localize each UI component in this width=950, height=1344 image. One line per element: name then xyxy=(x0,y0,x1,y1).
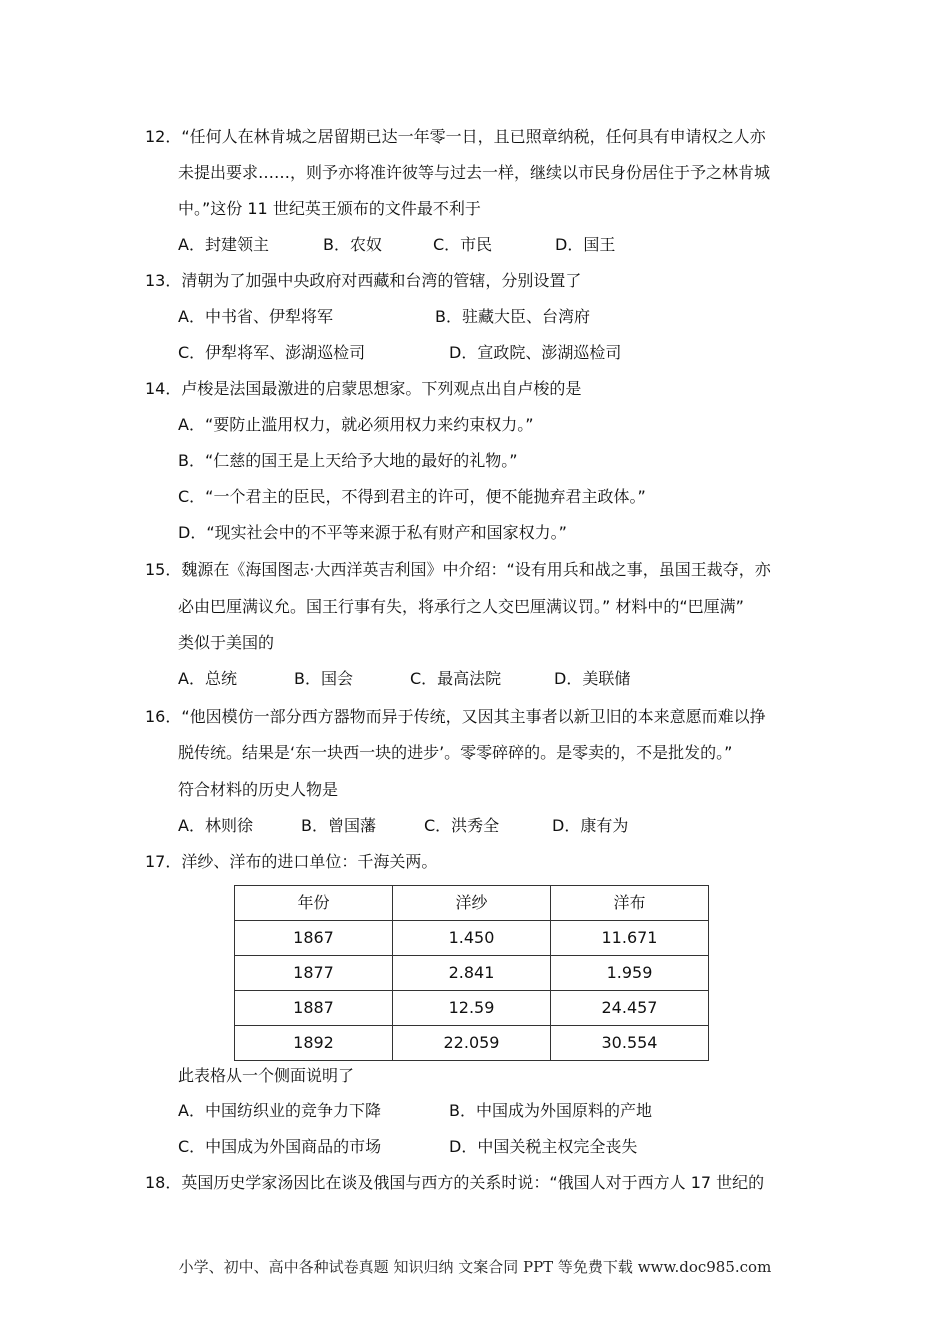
page-footer: 小学、初中、高中各种试卷真题 知识归纳 文案合同 PPT 等免费下载 www.doc985.com xyxy=(178,1258,772,1276)
q14-option-b: B．“仁慈的国王是上天给予大地的最好的礼物。” xyxy=(178,451,518,470)
table-cell: 11.671 xyxy=(551,921,709,956)
table-row xyxy=(235,1026,709,1061)
q18-line1: 18．英国历史学家汤因比在谈及俄国与西方的关系时说：“俄国人对于西方人 17 世纪的 xyxy=(145,1173,765,1192)
q13-line1: 13．清朝为了加强中央政府对西藏和台湾的管辖，分别设置了 xyxy=(145,271,582,290)
q17-option-b: B．中国成为外国原料的产地 xyxy=(449,1101,652,1120)
q12-option-c: C．市民 xyxy=(433,235,493,254)
table-cell: 22.059 xyxy=(393,1026,551,1061)
q14-option-a: A．“要防止滥用权力，就必须用权力来约束权力。” xyxy=(178,415,534,434)
q12-option-d: D．国王 xyxy=(555,235,616,254)
table-cell: 12.59 xyxy=(393,991,551,1026)
table-cell: 1877 xyxy=(235,956,393,991)
q12-option-b: B．农奴 xyxy=(323,235,382,254)
q15-line3: 类似于美国的 xyxy=(178,633,275,652)
table-cell: 24.457 xyxy=(551,991,709,1026)
q16-option-b: B．曾国藩 xyxy=(301,816,376,835)
q17-option-a: A．中国纺织业的竞争力下降 xyxy=(178,1101,381,1120)
q15-line1: 15．魏源在《海国图志·大西洋英吉利国》中介绍：“设有用兵和战之事，虽国王裁夺，亦 xyxy=(145,560,771,579)
import-table xyxy=(234,885,709,1061)
q15-option-a: A．总统 xyxy=(178,669,237,688)
table-header-cell: 年份 xyxy=(235,886,393,921)
table-row xyxy=(235,991,709,1026)
q16-line1: 16．“他因模仿一部分西方器物而异于传统，又因其主事者以新卫旧的本来意愿而难以挣 xyxy=(145,707,766,726)
table-cell: 2.841 xyxy=(393,956,551,991)
table-header-row xyxy=(235,886,709,921)
q15-option-b: B．国会 xyxy=(294,669,353,688)
q17-option-c: C．中国成为外国商品的市场 xyxy=(178,1137,382,1156)
q13-option-c: C．伊犁将军、澎湖巡检司 xyxy=(178,343,366,362)
q13-option-a: A．中书省、伊犁将军 xyxy=(178,307,333,326)
q12-line2: 未提出要求……，则予亦将准许彼等与过去一样，继续以市民身份居住于予之林肯城 xyxy=(178,163,771,182)
q17-option-d: D．中国关税主权完全丧失 xyxy=(449,1137,638,1156)
q17-after-text: 此表格从一个侧面说明了 xyxy=(178,1066,355,1085)
q13-option-d: D．宣政院、澎湖巡检司 xyxy=(449,343,622,362)
q14-option-c: C．“一个君主的臣民，不得到君主的许可，便不能抛弃君主政体。” xyxy=(178,487,646,506)
table-cell: 1.450 xyxy=(393,921,551,956)
q15-option-c: C．最高法院 xyxy=(410,669,502,688)
q12-line1: 12．“任何人在林肯城之居留期已达一年零一日，且已照章纳税，任何具有申请权之人亦 xyxy=(145,127,766,146)
table-cell: 1892 xyxy=(235,1026,393,1061)
q15-line2: 必由巴厘满议允。国王行事有失，将承行之人交巴厘满议罚。” 材料中的“巴厘满” xyxy=(178,597,744,616)
table-row xyxy=(235,956,709,991)
q15-option-d: D．美联储 xyxy=(554,669,631,688)
table-row xyxy=(235,921,709,956)
q16-option-d: D．康有为 xyxy=(552,816,629,835)
table-cell: 30.554 xyxy=(551,1026,709,1061)
q16-option-a: A．林则徐 xyxy=(178,816,253,835)
table-cell: 1.959 xyxy=(551,956,709,991)
q12-option-a: A．封建领主 xyxy=(178,235,269,254)
q16-option-c: C．洪秀全 xyxy=(424,816,500,835)
q17-line1: 17．洋纱、洋布的进口单位：千海关两。 xyxy=(145,852,438,871)
q12-line3: 中。”这份 11 世纪英王颁布的文件最不利于 xyxy=(178,199,481,218)
table-header-cell: 洋纱 xyxy=(393,886,551,921)
q16-line2: 脱传统。结果是‘东一块西一块的进步’。零零碎碎的。是零卖的，不是批发的。” xyxy=(178,743,733,762)
table-cell: 1867 xyxy=(235,921,393,956)
table-header-cell: 洋布 xyxy=(551,886,709,921)
q14-line1: 14．卢梭是法国最激进的启蒙思想家。下列观点出自卢梭的是 xyxy=(145,379,582,398)
q16-line3: 符合材料的历史人物是 xyxy=(178,780,339,799)
table-cell: 1887 xyxy=(235,991,393,1026)
q13-option-b: B．驻藏大臣、台湾府 xyxy=(435,307,590,326)
q14-option-d: D．“现实社会中的不平等来源于私有财产和国家权力。” xyxy=(178,523,567,542)
